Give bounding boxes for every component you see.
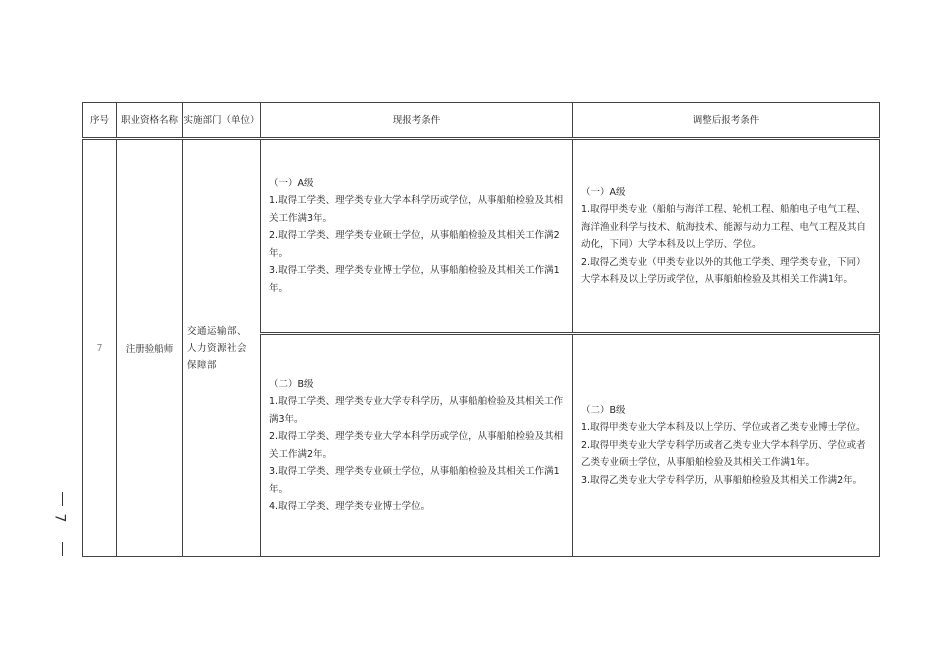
row-qualification: 注册验船师 — [117, 139, 183, 557]
adjusted-b-line: 2.取得甲类专业大学专科学历或者乙类专业大学本科学历、学位或者乙类专业硕士学位，从事船舶检验及其相关工作满1年。 — [581, 439, 866, 469]
adjusted-a-line: 1.取得甲类专业（船舶与海洋工程、轮机工程、船舶电子电气工程、海洋渔业科学与技术、航海技术、能源与动力工程、电气工程及其自动化，下同）大学本科及以上学历、学位。 — [581, 204, 867, 250]
page-number-dash — [62, 492, 63, 506]
current-b-line: 1.取得工学类、理学类专业大学专科学历，从事船舶检验及其相关工作满3年。 — [269, 396, 564, 425]
current-a-line: 1.取得工学类、理学类专业大学本科学历或学位，从事船舶检验及其相关工作满3年。 — [269, 195, 564, 224]
adjusted-b-line: （二）B级 — [581, 404, 626, 416]
table-header-row — [83, 103, 880, 139]
row-department: 交通运输部、人力资源社会保障部 — [183, 139, 261, 557]
current-b-line: 2.取得工学类、理学类专业大学本科学历或学位，从事船舶检验及其相关工作满2年。 — [269, 431, 564, 460]
adjusted-b-line: 1.取得甲类专业大学本科及以上学历、学位或者乙类专业博士学位。 — [581, 422, 866, 434]
header-qualification: 职业资格名称 — [117, 103, 183, 139]
header-adjusted-conditions: 调整后报考条件 — [573, 103, 880, 139]
current-a-conditions — [261, 139, 573, 334]
adjusted-a-conditions — [573, 139, 880, 334]
adjusted-b-line: 3.取得乙类专业大学专科学历，从事船舶检验及其相关工作满2年。 — [581, 474, 863, 486]
page-number-text: 7 — [51, 513, 68, 523]
adjusted-a-line: 2.取得乙类专业（甲类专业以外的其他工学类、理学类专业，下同）大学本科及以上学历或学位，从事船舶检验及其相关工作满1年。 — [581, 256, 866, 285]
header-current-conditions: 现报考条件 — [261, 103, 573, 139]
header-department: 实施部门（单位） — [183, 103, 261, 139]
current-a-line: （一）A级 — [269, 177, 314, 189]
page-number — [50, 488, 74, 560]
page-number-dash — [62, 542, 63, 556]
adjusted-a-line: （一）A级 — [581, 186, 626, 198]
current-b-conditions — [261, 334, 573, 557]
current-b-line: （二）B级 — [269, 378, 314, 390]
qualification-table — [82, 102, 880, 557]
adjusted-b-conditions — [573, 334, 880, 557]
table-row — [83, 139, 880, 334]
current-a-line: 3.取得工学类、理学类专业博士学位，从事船舶检验及其相关工作满1年。 — [269, 265, 560, 294]
current-b-line: 4.取得工学类、理学类专业博士学位。 — [269, 501, 431, 512]
current-a-line: 2.取得工学类、理学类专业硕士学位，从事船舶检验及其相关工作满2年。 — [269, 230, 560, 259]
row-seq: 7 — [83, 139, 117, 557]
current-b-line: 3.取得工学类、理学类专业硕士学位，从事船舶检验及其相关工作满1年。 — [269, 466, 560, 495]
header-seq: 序号 — [83, 103, 117, 139]
